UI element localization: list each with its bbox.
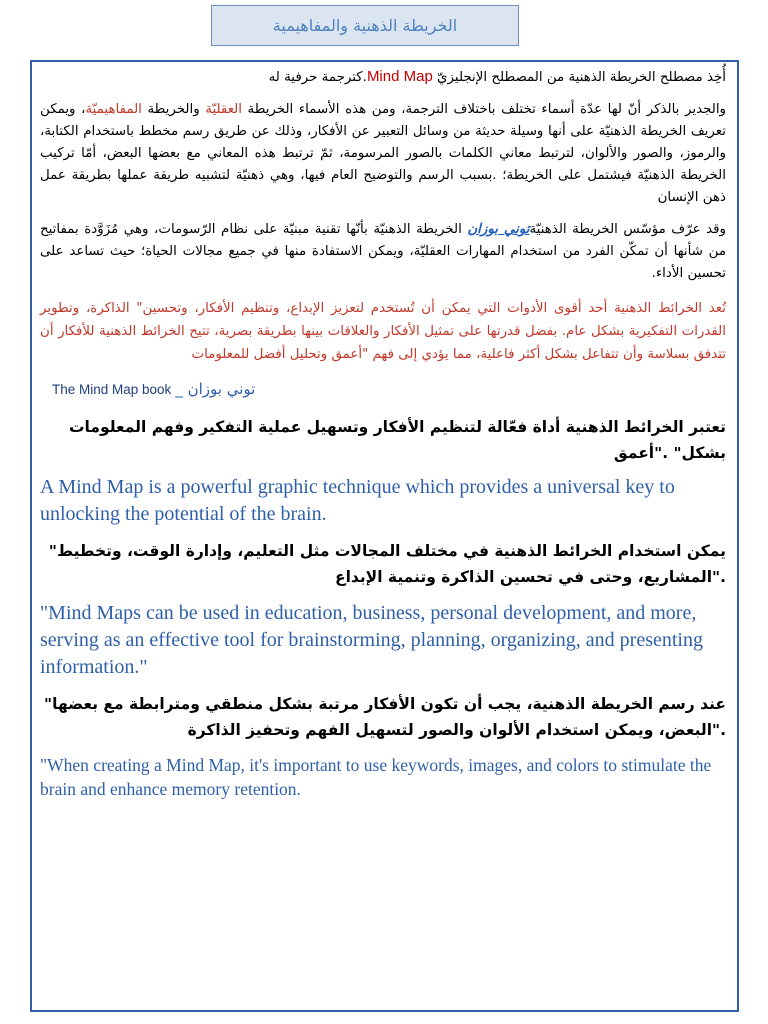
content xyxy=(40,62,726,801)
author-link[interactable]: توني بوزان xyxy=(467,222,530,237)
founder-paragraph xyxy=(40,219,726,285)
english-quote-2: "Mind Maps can be used in education, business, personal development, and more, serving as an effective tool for brainstorming, planning, organizing, and presenting information." xyxy=(40,602,703,678)
names-text-2: والخريطة xyxy=(141,102,206,117)
red-quote: تُعد الخرائط الذهنية أحد أقوى الأدوات التي يمكن أن تُستخدم لتعزيز الإبداع، وتنظيم الأفكار، وتحسين" الذاكرة، وتطوير القدرات التفكيرية بشكل عام. بفضل قدرتها على تمثيل الأفكار والعلاقات بينها بطريقة بصرية، تتيح الخرائط الذهنية للأفكار أن تتدفق بسلاسة وأن تتفاعل بشكل أكثر فاعلية، مما يؤدي إلى فهم "أعمق وتحليل أفضل للمعلومات xyxy=(40,301,726,362)
names-text-3: ، ويمكن تعريف الخريطة الذهنيّة على أنها وسيلة حديثة من وسائل التعبير عن الأفكار، وذلك عن طريق رسم مخطط باستخدام الكتابة، والرموز، والصور والألوان، لترتبط معاني الكلمات بالصور المرسومة، ثمّ ترتبط هذه المعاني مع بعضها البعض، أمّا تركيب الخريطة الذهنيّة فيشتمل على الخريطة؛ .بسبب الرسم والتوضيح العام فيها، وهي ذهنيّة لتشبيه طريقة عملها بطريقة عمل ذهن الإنسان xyxy=(40,102,726,205)
bold-quote-1: تعتبر الخرائط الذهنية أداة فعّالة لتنظيم الأفكار وتسهيل عملية التفكير وفهم المعلومات بشكل" ."أعمق xyxy=(68,418,726,462)
signature xyxy=(52,380,726,398)
page-title: الخريطة الذهنية والمفاهيمية xyxy=(272,16,458,35)
highlight-conceptual: المفاهيميّة xyxy=(85,102,142,117)
english-quote-3: "When creating a Mind Map, it's important to use keywords, images, and colors to stimulate the brain and enhance memory retention. xyxy=(40,755,712,799)
title-box xyxy=(211,5,519,46)
mind-map-term: Mind Map xyxy=(366,68,433,85)
intro-text-after: .كترجمة حرفية له xyxy=(268,70,367,85)
names-paragraph xyxy=(40,99,726,209)
founder-text-before: وقد عرّف مؤسّس الخريطة الذهنيّة xyxy=(529,222,726,237)
highlight-mental: العقليّة xyxy=(205,102,242,117)
book-title: The Mind Map book xyxy=(52,382,172,397)
founder-text-after: الخريطة الذهنيّة بأنّها تقنية مبنيّة على نظام الرّسومات، وهي مُزَوَّدة بمفاتيح من شأنها أن تمكّن الفرد من استخدام المهارات العقليّة، ويمكن الاستفادة منها في جميع مجالات الحياة؛ حيث تساعد على تحسين الأداء. xyxy=(40,222,726,281)
author-signature: توني بوزان _ xyxy=(175,380,256,398)
english-quote-1: A Mind Map is a powerful graphic technique which provides a universal key to unlocking the potential of the brain. xyxy=(40,476,675,525)
intro-paragraph xyxy=(40,66,726,89)
intro-text-before: أُخِذ مصطلح الخريطة الذهنية من المصطلح الإنجليزيّ xyxy=(432,70,726,85)
bold-quote-2: يمكن استخدام الخرائط الذهنية في مختلف المجالات مثل التعليم، وإدارة الوقت، وتخطيط" ."المشاريع، وحتى في تحسين الذاكرة وتنمية الإبداع xyxy=(48,542,726,586)
names-text-1: والجدير بالذكر أنّ لها عدّة أسماء تختلف باختلاف الترجمة، ومن هذه الأسماء الخريطة xyxy=(241,102,727,117)
bold-quote-3: عند رسم الخريطة الذهنية، يجب أن تكون الأفكار مرتبة بشكل منطقي ومترابطة مع بعضها" ."البعض، ويمكن استخدام الألوان والصور لتسهيل الفهم وتحفيز الذاكرة xyxy=(44,695,726,739)
